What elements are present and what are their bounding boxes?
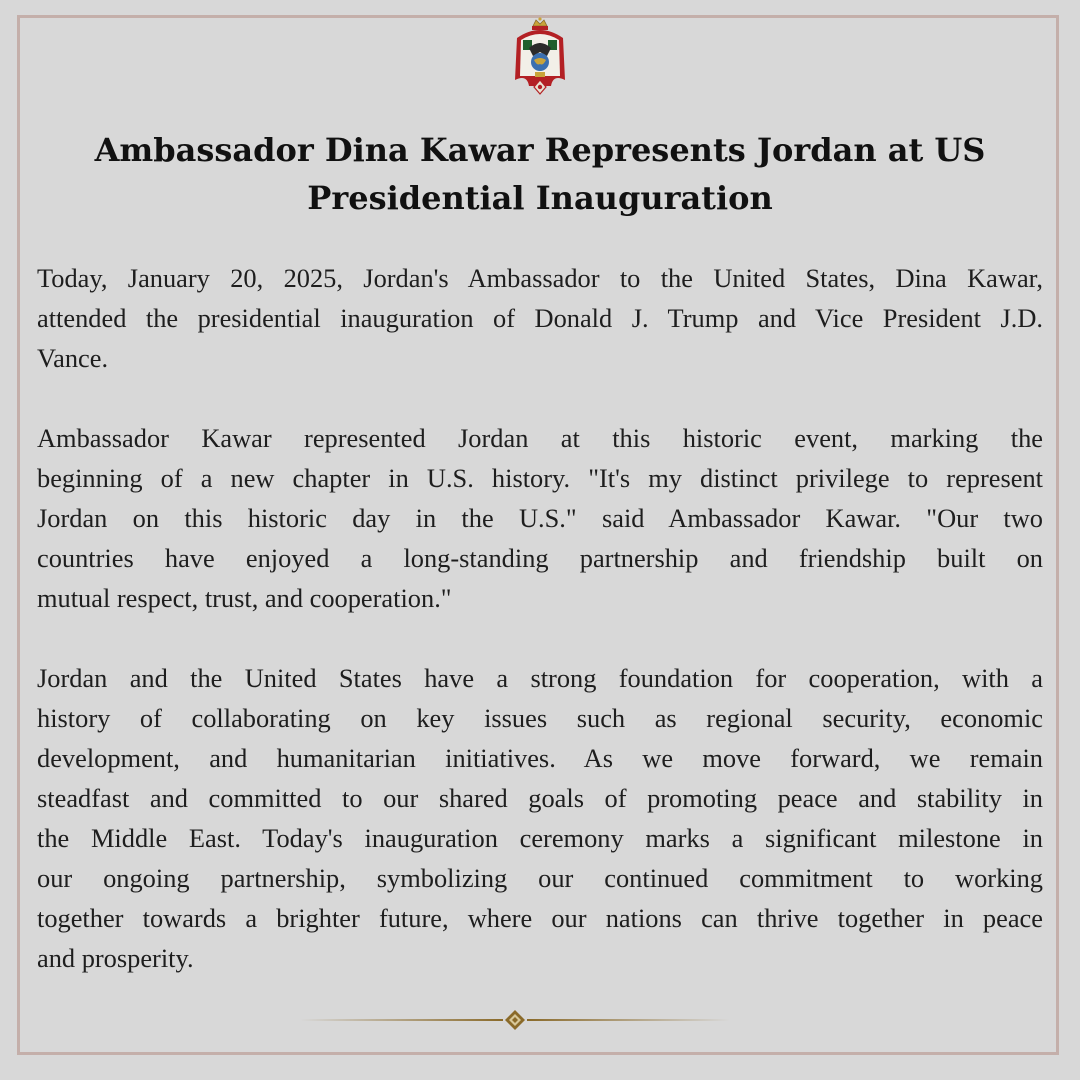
- page-title: [60, 126, 1020, 222]
- paragraph-line: history of collaborating on key issues such as regional security, economic: [37, 703, 1043, 733]
- paragraph-line: the Middle East. Today's inauguration ceremony marks a significant milestone in: [37, 823, 1043, 853]
- title-line-2: Presidential Inauguration: [307, 179, 773, 217]
- diamond-icon: [505, 1010, 525, 1030]
- coat-of-arms-emblem: [505, 16, 575, 98]
- paragraph-3: [37, 658, 1043, 978]
- paragraph-line: Jordan on this historic day in the U.S." said Ambassador Kawar. "Our two: [37, 503, 1043, 533]
- diamond-ornament-divider: [300, 1009, 730, 1031]
- paragraph-line: Today, January 20, 2025, Jordan's Ambassador to the United States, Dina Kawar,: [37, 263, 1043, 293]
- paragraph-line: and prosperity.: [37, 943, 194, 973]
- article-body: [37, 258, 1043, 978]
- paragraph-line: steadfast and committed to our shared goals of promoting peace and stability in: [37, 783, 1043, 813]
- paragraph-line: Vance.: [37, 343, 109, 373]
- paragraph-line: beginning of a new chapter in U.S. history. "It's my distinct privilege to represent: [37, 463, 1043, 493]
- title-line-1: Ambassador Dina Kawar Represents Jordan at US: [94, 131, 986, 169]
- paragraph-1: [37, 258, 1043, 378]
- paragraph-line: together towards a brighter future, where our nations can thrive together in peace: [37, 903, 1043, 933]
- paragraph-line: Ambassador Kawar represented Jordan at this historic event, marking the: [37, 423, 1043, 453]
- paragraph-line: our ongoing partnership, symbolizing our continued commitment to working: [37, 863, 1043, 893]
- paragraph-2: [37, 418, 1043, 618]
- paragraph-line: mutual respect, trust, and cooperation.": [37, 583, 452, 613]
- paragraph-line: attended the presidential inauguration of Donald J. Trump and Vice President J.D.: [37, 303, 1043, 333]
- paragraph-line: countries have enjoyed a long-standing partnership and friendship built on: [37, 543, 1043, 573]
- paragraph-line: Jordan and the United States have a strong foundation for cooperation, with a: [37, 663, 1043, 693]
- paragraph-line: development, and humanitarian initiatives. As we move forward, we remain: [37, 743, 1043, 773]
